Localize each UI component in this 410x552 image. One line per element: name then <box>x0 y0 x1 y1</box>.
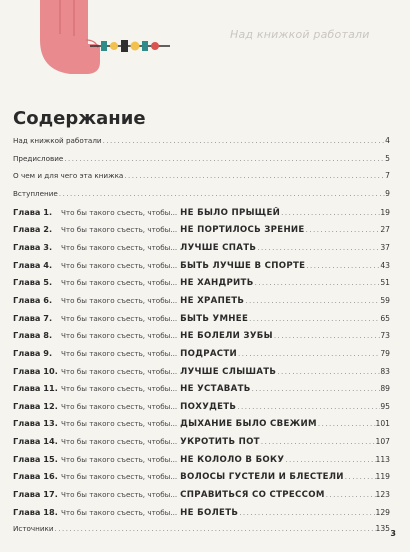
toc-chapter-row[interactable] <box>13 401 390 419</box>
toc-page-number: 123 <box>375 490 390 499</box>
chapter-title: СПРАВИТЬСЯ СО СТРЕССОМ <box>180 490 325 500</box>
chapter-label: Глава 15. <box>13 453 58 464</box>
dot-leader <box>102 137 386 145</box>
dot-leader <box>251 385 381 393</box>
dot-leader <box>317 420 376 428</box>
chapter-title: БЫТЬ УМНЕЕ <box>180 313 249 324</box>
toc-page-number: 7 <box>385 171 390 181</box>
chapter-title: НЕ ПОРТИЛОСЬ ЗРЕНИЕ <box>180 225 305 236</box>
chapter-label: Глава 11. <box>13 383 58 394</box>
dot-leader <box>54 525 376 533</box>
toc-chapter-row[interactable] <box>13 313 390 331</box>
toc-page-number: 65 <box>380 313 390 323</box>
dot-leader <box>58 190 385 198</box>
chapter-label: Глава 2. <box>13 224 53 235</box>
toc-chapter-row[interactable] <box>13 507 390 525</box>
chapter-label: Глава 1. <box>13 206 53 217</box>
toc-page-number: 73 <box>380 331 390 341</box>
toc-page-number: 9 <box>385 189 390 199</box>
dot-leader <box>244 297 380 305</box>
dot-leader <box>236 403 380 411</box>
chapter-label: Глава 14. <box>13 436 58 447</box>
chapter-title: ПОХУДЕТЬ <box>180 401 237 412</box>
toc-entry[interactable] <box>13 524 390 542</box>
table-of-contents <box>13 136 390 542</box>
dot-leader <box>256 244 380 252</box>
toc-page-number: 37 <box>380 243 390 253</box>
toc-page-number: 113 <box>375 454 390 464</box>
chapter-question: Что бы такого съесть, чтобы... <box>61 348 178 358</box>
chapter-title: НЕ БОЛЕТЬ <box>180 507 239 518</box>
toc-entry[interactable] <box>13 189 390 207</box>
chapter-label: Глава 5. <box>13 277 53 288</box>
dot-leader <box>248 315 380 323</box>
chapter-label: Глава 17. <box>13 489 58 499</box>
dot-leader <box>280 209 380 217</box>
chapter-title: ЛУЧШЕ СПАТЬ <box>180 243 257 254</box>
chapter-title: ПОДРАСТИ <box>180 348 238 359</box>
toc-chapter-row[interactable] <box>13 366 390 384</box>
toc-chapter-row[interactable] <box>13 295 390 313</box>
dot-leader <box>273 332 381 340</box>
chapter-label: Глава 4. <box>13 259 53 270</box>
toc-entry[interactable] <box>13 171 390 189</box>
chapter-question: Что бы такого съесть, чтобы... <box>61 507 178 517</box>
toc-entry-label: Над книжкой работали <box>13 136 102 145</box>
toc-chapter-row[interactable] <box>13 207 390 225</box>
chapter-question: Что бы такого съесть, чтобы... <box>61 401 178 411</box>
toc-page-number: 4 <box>385 136 390 145</box>
chapter-title: НЕ КОЛОЛО В БОКУ <box>180 454 285 465</box>
toc-entry-label: Вступление <box>13 189 58 199</box>
chapter-question: Что бы такого съесть, чтобы... <box>61 313 178 323</box>
toc-page-number: 19 <box>380 207 390 217</box>
chapter-question: Что бы такого съесть, чтобы... <box>61 243 178 253</box>
dot-leader <box>123 172 385 180</box>
toc-chapter-row[interactable] <box>13 418 390 436</box>
dot-leader <box>325 491 376 499</box>
chapter-label: Глава 10. <box>13 365 58 376</box>
toc-chapter-row[interactable] <box>13 471 390 489</box>
toc-page-number: 95 <box>380 401 390 411</box>
toc-entry-label: О чем и для чего эта книжка <box>13 171 124 181</box>
dot-leader <box>284 456 375 464</box>
toc-page-number: 129 <box>375 507 390 517</box>
chapter-title: НЕ УСТАВАТЬ <box>180 384 251 395</box>
toc-chapter-row[interactable] <box>13 260 390 278</box>
toc-page-number: 5 <box>385 153 390 163</box>
contents-title: Содержание <box>13 108 146 129</box>
chapter-label: Глава 6. <box>13 294 53 305</box>
toc-entry[interactable] <box>13 154 390 172</box>
chapter-title: ДЫХАНИЕ БЫЛО СВЕЖИМ <box>180 419 317 430</box>
toc-chapter-row[interactable] <box>13 383 390 401</box>
dot-leader <box>276 368 380 376</box>
toc-page-number: 135 <box>375 524 390 534</box>
toc-entry[interactable] <box>13 136 390 154</box>
toc-page-number: 83 <box>380 366 390 376</box>
chapter-title: ЛУЧШЕ СЛЫШАТЬ <box>180 366 277 377</box>
chapter-question: Что бы такого съесть, чтобы... <box>61 207 178 217</box>
toc-chapter-row[interactable] <box>13 454 390 472</box>
dot-leader <box>344 473 376 481</box>
chapter-title: УКРОТИТЬ ПОТ <box>180 437 260 448</box>
chapter-label: Глава 18. <box>13 506 58 517</box>
toc-page-number: 89 <box>380 384 390 394</box>
chapter-label: Глава 7. <box>13 312 53 323</box>
skewer-illustration <box>90 40 170 52</box>
chapter-label: Глава 9. <box>13 347 53 358</box>
chapter-question: Что бы такого съесть, чтобы... <box>61 331 178 341</box>
dot-leader <box>254 279 381 287</box>
chapter-question: Что бы такого съесть, чтобы... <box>61 472 178 482</box>
chapter-question: Что бы такого съесть, чтобы... <box>61 260 178 270</box>
toc-page-number: 119 <box>375 472 390 482</box>
chapter-title: НЕ ХАНДРИТЬ <box>180 278 254 289</box>
chapter-question: Что бы такого съесть, чтобы... <box>61 490 178 499</box>
toc-entry-label: Предисловие <box>13 153 64 163</box>
chapter-question: Что бы такого съесть, чтобы... <box>61 225 178 235</box>
toc-page-number: 107 <box>375 437 390 447</box>
dot-leader <box>305 262 380 270</box>
chapter-label: Глава 16. <box>13 471 58 482</box>
toc-chapter-row[interactable] <box>13 348 390 366</box>
chapter-question: Что бы такого съесть, чтобы... <box>61 384 178 394</box>
toc-chapter-row[interactable] <box>13 277 390 295</box>
toc-chapter-row[interactable] <box>13 436 390 454</box>
toc-chapter-row[interactable] <box>13 224 390 242</box>
dot-leader <box>238 509 375 517</box>
dot-leader <box>260 438 376 446</box>
faint-bleed-text: Над книжкой работали <box>230 28 370 41</box>
chapter-title: БЫТЬ ЛУЧШЕ В СПОРТЕ <box>180 260 306 271</box>
dot-leader <box>305 226 381 234</box>
toc-chapter-row[interactable] <box>13 330 390 348</box>
toc-chapter-row[interactable] <box>13 242 390 260</box>
chapter-question: Что бы такого съесть, чтобы... <box>61 366 178 376</box>
chapter-title: НЕ БЫЛО ПРЫЩЕЙ <box>180 207 281 218</box>
chapter-label: Глава 13. <box>13 418 58 429</box>
chapter-question: Что бы такого съесть, чтобы... <box>61 295 178 305</box>
toc-page-number: 101 <box>375 419 390 429</box>
chapter-question: Что бы такого съесть, чтобы... <box>61 278 178 288</box>
chapter-label: Глава 12. <box>13 400 58 411</box>
toc-chapter-row[interactable] <box>13 489 390 507</box>
chapter-question: Что бы такого съесть, чтобы... <box>61 437 178 447</box>
toc-page-number: 43 <box>380 260 390 270</box>
hand-illustration <box>40 0 100 74</box>
toc-page-number: 79 <box>380 348 390 358</box>
chapter-title: ВОЛОСЫ ГУСТЕЛИ И БЛЕСТЕЛИ <box>180 472 344 483</box>
chapter-question: Что бы такого съесть, чтобы... <box>61 419 178 429</box>
toc-page-number: 51 <box>380 278 390 288</box>
chapter-label: Глава 8. <box>13 330 53 341</box>
toc-page-number: 59 <box>380 295 390 305</box>
dot-leader <box>237 350 380 358</box>
toc-page-number: 27 <box>380 225 390 235</box>
page-number: 3 <box>390 529 396 538</box>
dot-leader <box>63 155 385 163</box>
chapter-question: Что бы такого съесть, чтобы... <box>61 454 178 464</box>
toc-entry-label: Источники <box>13 524 54 534</box>
chapter-title: НЕ БОЛЕЛИ ЗУБЫ <box>180 331 273 342</box>
chapter-title: НЕ ХРАПЕТЬ <box>180 295 245 306</box>
chapter-label: Глава 3. <box>13 242 53 253</box>
